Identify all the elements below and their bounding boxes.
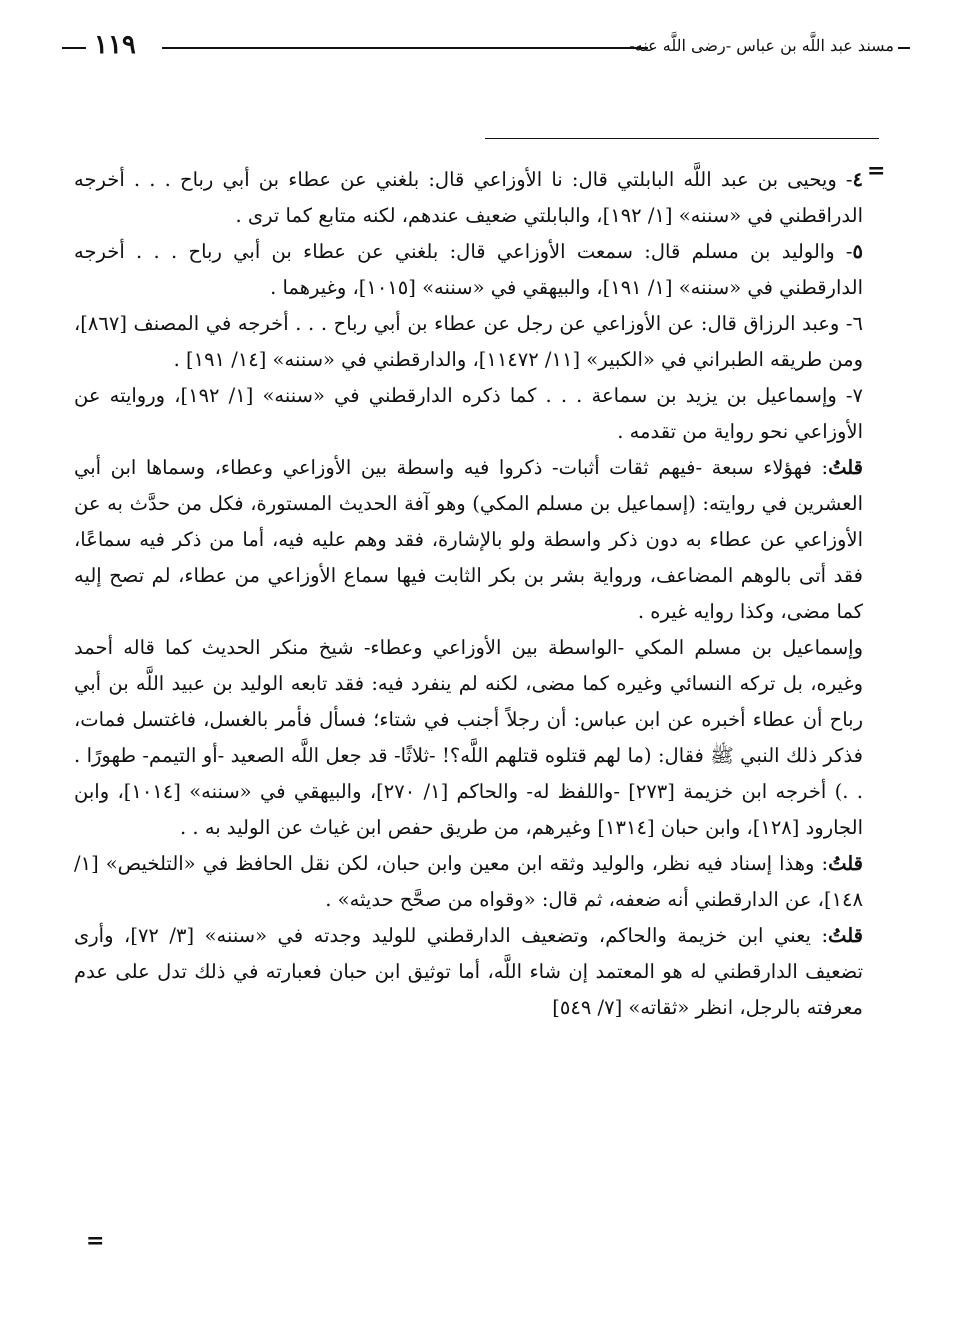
qultu-lead: قلتُ	[828, 456, 863, 479]
footnote-body	[74, 162, 863, 1026]
page-number: ١١٩	[94, 30, 136, 60]
running-header	[62, 30, 910, 66]
header-rule-left	[62, 47, 86, 49]
narration-5	[74, 234, 863, 306]
item-number: ٤	[852, 168, 863, 191]
header-title: مسند عبد اللَّه بن عباس -رضى اللَّه عنه-	[623, 36, 894, 55]
continuation-mark-bottom: =	[86, 1228, 105, 1254]
paragraph-text: : فهؤلاء سبعة -فيهم ثقات أثبات- ذكروا فيه واسطة بين الأوزاعي وعطاء، وسماها ابن أبي العشرين في روايته: (إسماعيل بن مسلم المكي) وهو آفة الحديث المستورة، فكل من حدَّث به عن الأوزاعي عن عطاء به دون ذكر واسطة ولو بالإشارة، فقد وهم عليه فيه، أما من ذكر فيه سماعًا، فقد أتى بالوهم المضاعف، ورواية بشر بن بكر الثابت فيها سماع الأوزاعي من عطاء، لم تصح إليه كما مضى، وكذا روايه غيره .	[74, 456, 863, 623]
footnote-separator	[485, 138, 879, 139]
paragraph-text: وإسماعيل بن مسلم المكي -الواسطة بين الأوزاعي وعطاء- شيخ منكر الحديث كما قاله أحمد وغيره، بل تركه النسائي وغيره كما مضى، لكنه لم ينفرد فيه: فقد تابعه الوليد بن عبيد اللَّه بن أبي رباح أن عطاء أخبره عن ابن عباس: أن رجلاً أجنب في شتاء؛ فسأل فأمر بالغسل، فاغتسل فمات، فذكر ذلك النبي ﷺ فقال: (ما لهم قتلوه قتلهم اللَّه؟! -ثلاثًا- قد جعل اللَّه الصعيد -أو التيمم- طهورًا . . .) أخرجه ابن خزيمة [٢٧٣] -واللفظ له- والحاكم [١/ ٢٧٠]، والبيهقي في «سننه» [١٠١٤]، وابن الجارود [١٢٨]، وابن حبان [١٣١٤] وغيرهم، من طريق حفص ابن غياث عن الوليد به . .	[74, 636, 863, 839]
comment-paragraph	[74, 450, 863, 630]
qultu-lead: قلتُ	[828, 852, 863, 875]
discussion-paragraph	[74, 630, 863, 846]
comment-paragraph	[74, 918, 863, 1026]
paragraph-text: : يعني ابن خزيمة والحاكم، وتضعيف الدارقطني للوليد وجدته في «سننه» [٣/ ٧٢]، وأرى تضعيف الدارقطني له هو المعتمد إن شاء اللَّه، أما توثيق ابن حبان فعبارته في ذلك تدل على عدم معرفته بالرجل، انظر «ثقاته» [٧/ ٥٤٩]	[74, 924, 863, 1019]
narration-7	[74, 378, 863, 450]
paragraph-text: - والوليد بن مسلم قال: سمعت الأوزاعي قال: بلغني عن عطاء بن أبي رباح . . . أخرجه الدارقطني في «سننه» [١/ ١٩١]، والبيهقي في «سننه» [١٠١٥]، وغيرهما .	[74, 240, 863, 299]
item-number: ٦	[852, 312, 863, 335]
header-rule	[162, 47, 648, 49]
paragraph-text: - ويحيى بن عبد اللَّه البابلتي قال: نا الأوزاعي قال: بلغني عن عطاء بن أبي رباح . . . أخرجه الدراقطني في «سننه» [١/ ١٩٢]، والبابلتي ضعيف عندهم، لكنه متابع كما ترى .	[74, 168, 863, 227]
paragraph-text: : وهذا إسناد فيه نظر، والوليد وثقه ابن معين وابن حبان، لكن نقل الحافظ في «التلخيص» [١/ ١٤٨]، عن الدارقطني أنه ضعفه، ثم قال: «وقواه من صحَّح حديثه» .	[74, 852, 863, 911]
paragraph-text: - وإسماعيل بن يزيد بن سماعة . . . كما ذكره الدارقطني في «سننه» [١/ ١٩٢]، وروايته عن الأوزاعي نحو رواية من تقدمه .	[74, 384, 863, 443]
qultu-lead: قلتُ	[828, 924, 863, 947]
comment-paragraph	[74, 846, 863, 918]
header-rule-right	[898, 47, 910, 49]
narration-4	[74, 162, 863, 234]
item-number: ٥	[852, 240, 863, 263]
paragraph-text: - وعبد الرزاق قال: عن الأوزاعي عن رجل عن عطاء بن أبي رباح . . . أخرجه في المصنف [٨٦٧]، ومن طريقه الطبراني في «الكبير» [١١/ ١١٤٧٢]، والدارقطني في «سننه» [١٤/ ١٩١] .	[74, 312, 863, 371]
continuation-mark-top: =	[867, 158, 886, 184]
item-number: ٧	[852, 384, 863, 407]
narration-6	[74, 306, 863, 378]
